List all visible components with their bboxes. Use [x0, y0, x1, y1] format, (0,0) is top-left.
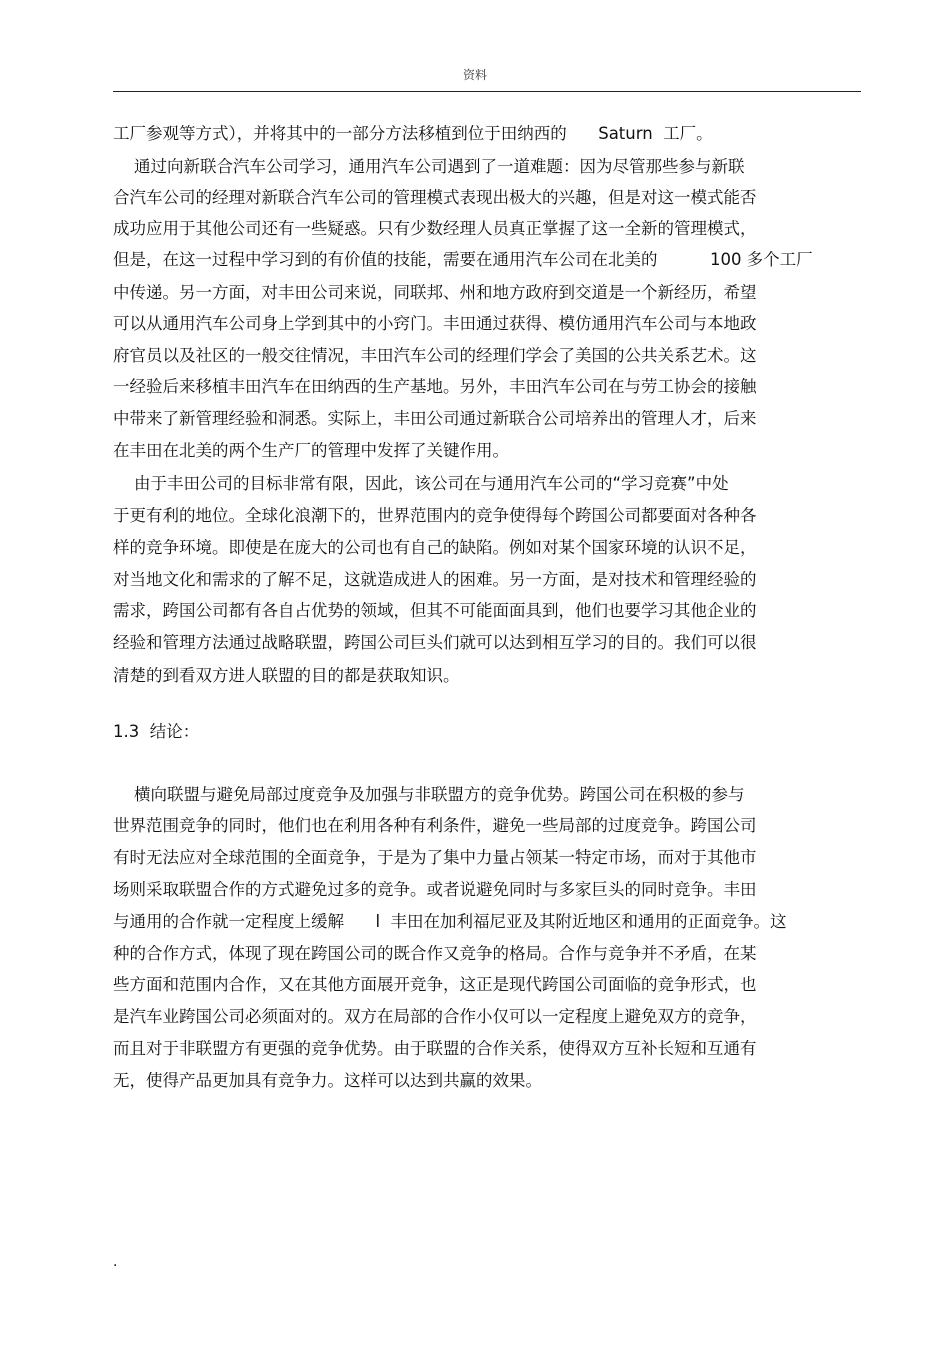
text-line: 府官员以及社区的一般交往情况，丰田汽车公司的经理们学会了美国的公共关系艺术。这 [113, 346, 757, 365]
text-line: 些方面和范围内合作，又在其他方面展开竞争，这正是现代跨国公司面临的竞争形式，也 [113, 975, 757, 994]
page-footer: . [113, 1254, 118, 1270]
header-rule [113, 91, 861, 92]
page-header: 资料 [462, 68, 487, 82]
text-line: 中传递。另一方面，对丰田公司来说，同联邦、州和地方政府到交道是一个新经历，希望 [113, 283, 757, 302]
text-line: 世界范围竞争的同时，他们也在利用各种有利条件，避免一些局部的过度竞争。跨国公司 [113, 816, 757, 835]
text-line: 在丰田在北美的两个生产厂的管理中发挥了关键作用。 [113, 441, 509, 460]
text-line: 需求，跨国公司都有各自占优势的领域，但其不可能面面具到，他们也要学习其他企业的 [113, 601, 757, 620]
text-line: 是汽车业跨国公司必须面对的。双方在局部的合作小仅可以一定程度上避免双方的竞争， [113, 1007, 757, 1026]
text-line: 经验和管理方法通过战略联盟，跨国公司巨头们就可以达到相互学习的目的。我们可以很 [113, 633, 757, 652]
text-line: 于更有利的地位。全球化浪潮下的，世界范围内的竞争使得每个跨国公司都要面对各种各 [113, 506, 757, 525]
text-line: 与通用的合作就一定程度上缓解 l 丰田在加利福尼亚及其附近地区和通用的正面竞争。这 [113, 912, 787, 931]
text-line: 通过向新联合汽车公司学习，通用汽车公司遇到了一道难题：因为尽管那些参与新联 [113, 157, 745, 176]
text-line: 合汽车公司的经理对新联合汽车公司的管理模式表现出极大的兴趣，但是对这一模式能否 [113, 188, 757, 207]
text-line: 由于丰田公司的目标非常有限，因此，该公司在与通用汽车公司的“学习竞赛”中处 [113, 474, 729, 493]
text-line: 中带来了新管理经验和洞悉。实际上，丰田公司通过新联合公司培养出的管理人才，后来 [113, 409, 757, 428]
text-line: 场则采取联盟合作的方式避免过多的竞争。或者说避免同时与多家巨头的同时竞争。丰田 [113, 880, 757, 899]
section-heading: 1.3 结论： [113, 722, 200, 741]
text-line: 对当地文化和需求的了解不足，这就造成进人的困难。另一方面，是对技术和管理经验的 [113, 570, 757, 589]
text-line: 一经验后来移植丰田汽车在田纳西的生产基地。另外，丰田汽车公司在与劳工协会的接触 [113, 377, 757, 396]
text-line: 而且对于非联盟方有更强的竞争优势。由于联盟的合作关系，使得双方互补长短和互通有 [113, 1039, 757, 1058]
text-line: 样的竞争环境。即使是在庞大的公司也有自己的缺陷。例如对某个国家环境的认识不足， [113, 538, 757, 557]
text-line: 无，使得产品更加具有竞争力。这样可以达到共赢的效果。 [113, 1071, 542, 1090]
text-line: 工厂参观等方式），并将其中的一部分方法移植到位于田纳西的 Saturn 工厂。 [113, 124, 713, 143]
text-line: 有时无法应对全球范围的全面竞争，于是为了集中力量占领某一特定市场，而对于其他市 [113, 848, 757, 867]
text-line: 可以从通用汽车公司身上学到其中的小窍门。丰田通过获得、模仿通用汽车公司与本地政 [113, 314, 757, 333]
text-line: 清楚的到看双方进人联盟的目的都是获取知识。 [113, 666, 460, 685]
text-line: 横向联盟与避免局部过度竞争及加强与非联盟方的竞争优势。跨国公司在积极的参与 [113, 785, 745, 804]
text-line: 成功应用于其他公司还有一些疑惑。只有少数经理人员真正掌握了这一全新的管理模式， [113, 219, 757, 238]
text-line: 但是，在这一过程中学习到的有价值的技能，需要在通用汽车公司在北美的 100 多个工厂 [113, 250, 813, 269]
text-line: 种的合作方式，体现了现在跨国公司的既合作又竞争的格局。合作与竞争并不矛盾，在某 [113, 944, 757, 963]
